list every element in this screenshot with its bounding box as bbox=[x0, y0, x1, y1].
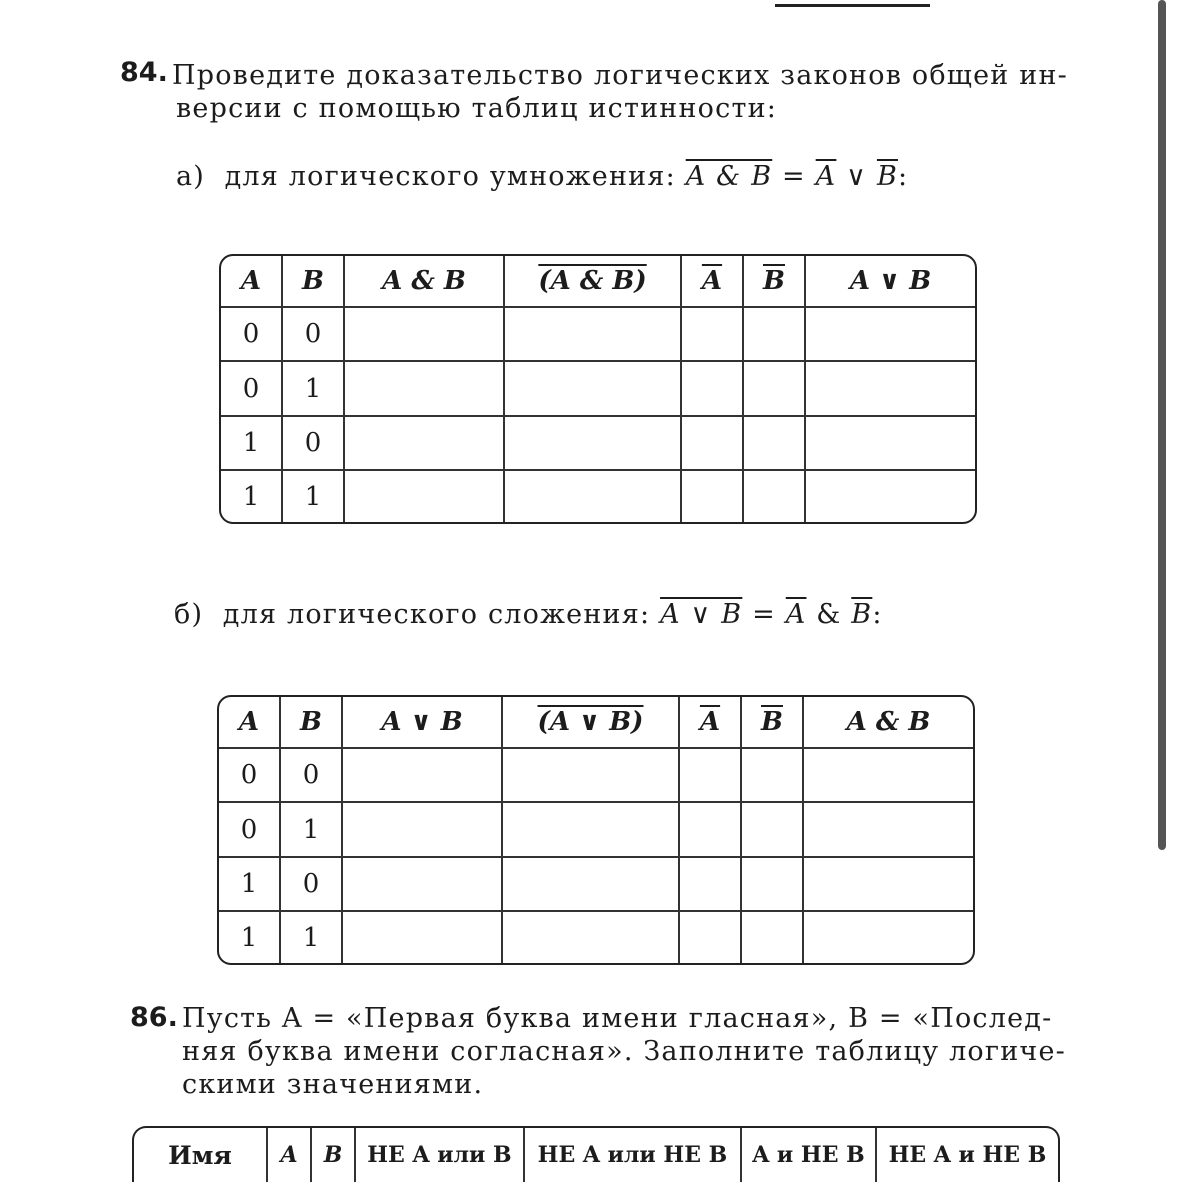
table-row bbox=[219, 858, 973, 912]
task-84b-line bbox=[174, 598, 883, 631]
table-a-blank-cell[interactable] bbox=[806, 471, 975, 522]
task-86-header-not-a-or-b: НЕ A или B bbox=[356, 1128, 525, 1182]
table-a-blank-cell[interactable] bbox=[505, 362, 682, 416]
task-84a-line bbox=[176, 160, 908, 193]
table-a-header-a-and-b: A & B bbox=[345, 256, 505, 308]
task-86-text-line2: няя буква имени согласная». Заполните таблицу логиче- bbox=[182, 1036, 1066, 1067]
table-row bbox=[219, 912, 973, 963]
table-b-blank-cell[interactable] bbox=[804, 912, 973, 963]
table-a-blank-cell[interactable] bbox=[682, 308, 744, 362]
table-b-blank-cell[interactable] bbox=[503, 803, 680, 857]
task-84a-formula-end: : bbox=[897, 161, 909, 192]
task-86-header-not-a-and-not-b: НЕ A и НЕ B bbox=[888, 1142, 1047, 1168]
task-84a-formula bbox=[686, 161, 909, 192]
task-84-text-line1: Проведите доказательство логических законов общей ин- bbox=[172, 60, 1068, 91]
task-84b-text: для логического сложения: bbox=[222, 599, 651, 630]
table-row bbox=[221, 417, 975, 471]
task-84a-formula-eq: = bbox=[782, 161, 806, 192]
table-a-cell: 1 bbox=[221, 471, 283, 522]
task-86-header-a-and-not-b: A и НЕ B bbox=[742, 1128, 877, 1182]
task-86-text-line3: скими значениями. bbox=[182, 1069, 484, 1100]
task-86-header-name: Имя bbox=[134, 1128, 268, 1182]
task-84a-text: для логического умножения: bbox=[224, 161, 676, 192]
task-84b-formula-rhs-a: $\overline{A}$ bbox=[785, 599, 807, 630]
table-b-blank-cell[interactable] bbox=[804, 749, 973, 803]
table-b-blank-cell[interactable] bbox=[742, 803, 804, 857]
table-b-blank-cell[interactable] bbox=[742, 912, 804, 963]
table-b-blank-cell[interactable] bbox=[503, 912, 680, 963]
table-b-blank-cell[interactable] bbox=[343, 858, 503, 912]
task-84-text-line2: версии с помощью таблиц истинности: bbox=[176, 93, 778, 124]
table-a-blank-cell[interactable] bbox=[744, 417, 806, 471]
task-84b-formula-end: : bbox=[872, 599, 883, 630]
table-a-blank-cell[interactable] bbox=[806, 308, 975, 362]
table-b-cell: 0 bbox=[281, 749, 343, 803]
table-row bbox=[219, 749, 973, 803]
task-86-text-line1: Пусть A = «Первая буква имени гласная», B = «Послед- bbox=[182, 1003, 1053, 1034]
task-84b-formula-lhs: A ∨ B bbox=[660, 599, 743, 630]
table-row bbox=[221, 362, 975, 416]
task-86-table bbox=[132, 1126, 1060, 1182]
task-86-number: 86. bbox=[130, 1002, 178, 1033]
table-b-blank-cell[interactable] bbox=[742, 749, 804, 803]
table-b-blank-cell[interactable] bbox=[343, 803, 503, 857]
table-b-blank-cell[interactable] bbox=[680, 803, 742, 857]
table-a-blank-cell[interactable] bbox=[505, 471, 682, 522]
table-b-cell: 1 bbox=[281, 803, 343, 857]
table-b-header-not-b: $\overline{B}$ bbox=[742, 697, 804, 749]
task-84b-formula-eq: = bbox=[752, 599, 776, 630]
table-a-header-not-b: $\overline{B}$ bbox=[744, 256, 806, 308]
table-b-cell: 1 bbox=[219, 912, 281, 963]
page-top-rule bbox=[775, 0, 930, 7]
table-a-blank-cell[interactable] bbox=[744, 308, 806, 362]
table-b-cell: 0 bbox=[219, 803, 281, 857]
table-b-blank-cell[interactable] bbox=[680, 749, 742, 803]
table-b-blank-cell[interactable] bbox=[680, 858, 742, 912]
table-a-blank-cell[interactable] bbox=[682, 471, 744, 522]
page-edge-shadow bbox=[1158, 0, 1166, 850]
table-a-cell: 1 bbox=[283, 471, 345, 522]
table-b-cell: 0 bbox=[219, 749, 281, 803]
task-84-number: 84. bbox=[120, 57, 168, 88]
table-b-blank-cell[interactable] bbox=[742, 858, 804, 912]
task-84a-formula-rhs-a: $\overline{A}$ bbox=[815, 161, 837, 192]
task-86-header-a: A bbox=[268, 1128, 312, 1182]
table-row bbox=[221, 308, 975, 362]
table-row bbox=[221, 471, 975, 522]
table-a-blank-cell[interactable] bbox=[744, 362, 806, 416]
task-84a-formula-lhs: A & B bbox=[685, 161, 773, 192]
table-b-blank-cell[interactable] bbox=[503, 858, 680, 912]
truth-table-b bbox=[217, 695, 975, 965]
task-84b-formula-op: & bbox=[816, 599, 842, 630]
task-84a-formula-op: ∨ bbox=[846, 161, 868, 192]
table-a-cell: 0 bbox=[221, 362, 283, 416]
task-86-header-not-a-or-not-b: НЕ A или НЕ B bbox=[525, 1128, 742, 1182]
table-b-blank-cell[interactable] bbox=[343, 749, 503, 803]
table-b-blank-cell[interactable] bbox=[804, 803, 973, 857]
table-b-blank-cell[interactable] bbox=[343, 912, 503, 963]
task-84a-formula-rhs-b: $\overline{B}$ bbox=[876, 161, 898, 192]
task-84b-marker: б) bbox=[174, 599, 204, 630]
task-84b-formula bbox=[660, 599, 883, 630]
table-a-header-a: A bbox=[221, 256, 283, 308]
table-a-header-not-a-or-not-b: A ∨ B bbox=[806, 256, 975, 308]
table-a-blank-cell[interactable] bbox=[744, 471, 806, 522]
table-a-blank-cell[interactable] bbox=[345, 362, 505, 416]
table-a-blank-cell[interactable] bbox=[806, 417, 975, 471]
table-a-blank-cell[interactable] bbox=[806, 362, 975, 416]
table-b-cell: 1 bbox=[281, 912, 343, 963]
table-a-header-not-a: $\overline{A}$ bbox=[682, 256, 744, 308]
table-a-blank-cell[interactable] bbox=[505, 417, 682, 471]
table-b-cell: 0 bbox=[281, 858, 343, 912]
task-84a-marker: а) bbox=[176, 161, 206, 192]
table-b-blank-cell[interactable] bbox=[503, 749, 680, 803]
table-a-cell: 1 bbox=[283, 362, 345, 416]
table-b-cell: 1 bbox=[219, 858, 281, 912]
table-a-header-b: B bbox=[283, 256, 345, 308]
table-a-blank-cell[interactable] bbox=[682, 362, 744, 416]
table-b-blank-cell[interactable] bbox=[680, 912, 742, 963]
table-a-cell: 0 bbox=[283, 308, 345, 362]
table-a-cell: 0 bbox=[221, 308, 283, 362]
table-b-header-not-a-and-not-b: A & B bbox=[804, 697, 973, 749]
table-a-blank-cell[interactable] bbox=[345, 471, 505, 522]
table-a-blank-cell[interactable] bbox=[345, 417, 505, 471]
table-row bbox=[219, 803, 973, 857]
task-84b-formula-rhs-b: $\overline{B}$ bbox=[851, 599, 873, 630]
table-b-header-not-a: $\overline{A}$ bbox=[680, 697, 742, 749]
table-a-header-not-a-and-b: (A & B) bbox=[505, 256, 682, 308]
table-b-blank-cell[interactable] bbox=[804, 858, 973, 912]
table-a-cell: 0 bbox=[283, 417, 345, 471]
table-a-blank-cell[interactable] bbox=[682, 417, 744, 471]
table-b-header-not-a-or-b: (A ∨ B) bbox=[503, 697, 680, 749]
task-86-header-b: B bbox=[312, 1128, 356, 1182]
table-a-cell: 1 bbox=[221, 417, 283, 471]
table-a-blank-cell[interactable] bbox=[505, 308, 682, 362]
table-b-header-a: A bbox=[219, 697, 281, 749]
table-b-header-b: B bbox=[281, 697, 343, 749]
truth-table-a bbox=[219, 254, 977, 524]
table-a-blank-cell[interactable] bbox=[345, 308, 505, 362]
table-b-header-a-or-b: A ∨ B bbox=[343, 697, 503, 749]
